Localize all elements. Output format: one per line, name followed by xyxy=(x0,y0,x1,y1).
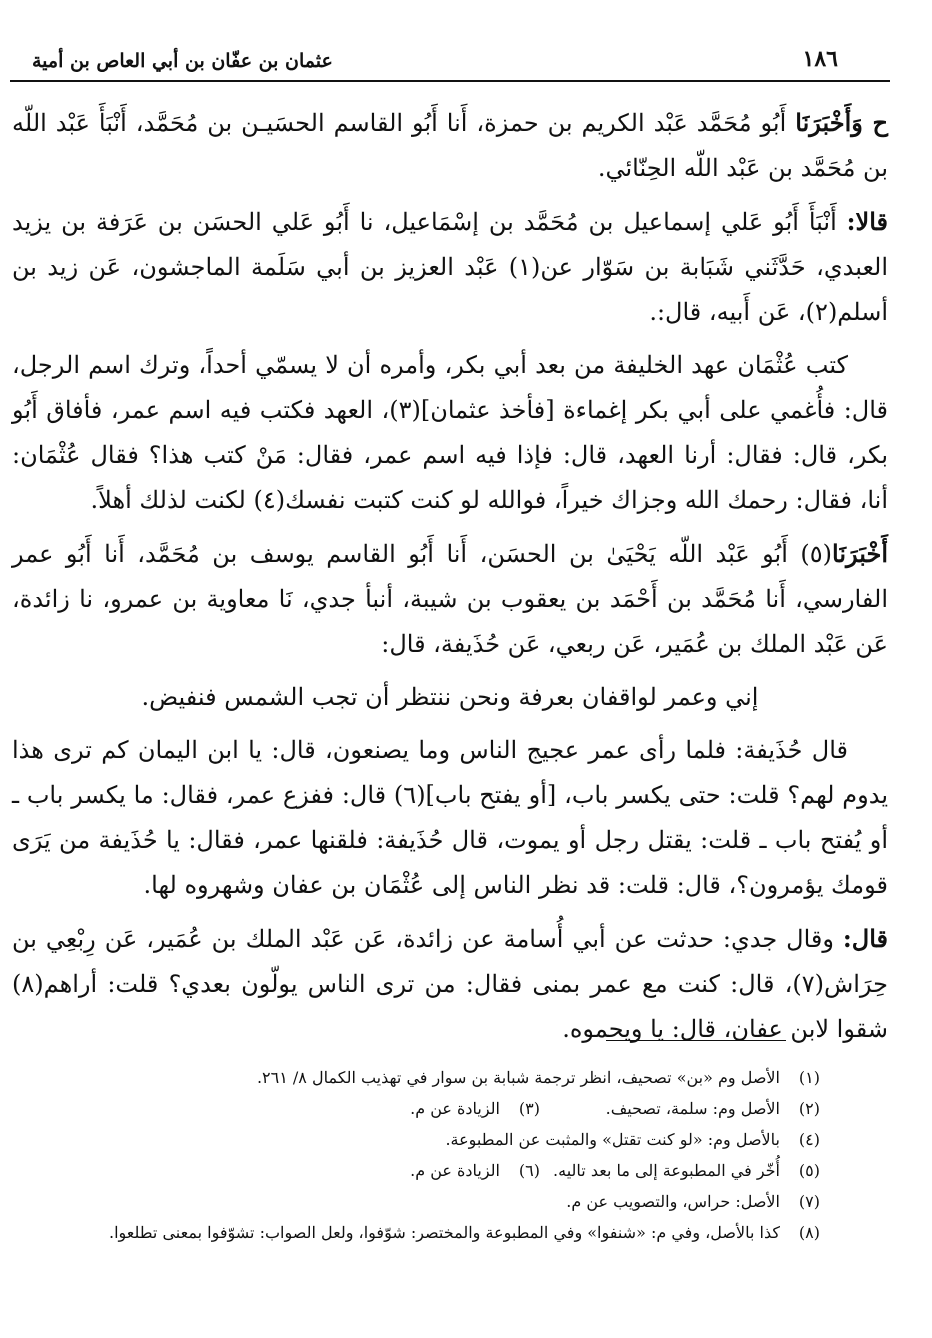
footnote-text: الأصل وم «بن» تصحيف، انظر ترجمة شبابة بن سوار في تهذيب الكمال ٨/ ٢٦١. xyxy=(256,1068,780,1087)
paragraph-4 xyxy=(12,531,888,667)
page-header xyxy=(10,44,890,82)
footnote-4 xyxy=(20,1124,820,1155)
footnote-2-3 xyxy=(20,1093,820,1124)
paragraph-7-keyword: قال: xyxy=(842,924,888,953)
paragraph-7 xyxy=(12,916,888,1052)
paragraph-4-keyword: أَخْبَرَنَا xyxy=(832,539,888,568)
footnote-text: الأصل: حراس، والتصويب عن م. xyxy=(566,1192,780,1211)
footnote-1 xyxy=(20,1062,820,1093)
footnote-text: كذا بالأصل، وفي م: «شنفوا» وفي المطبوعة والمختصر: شوّفوا، ولعل الصواب: تشوّفوا بمعنى تطلعوا. xyxy=(108,1223,780,1242)
footnote-text: أُخّر في المطبوعة إلى ما بعد تاليه. xyxy=(553,1161,780,1180)
paragraph-2 xyxy=(12,199,888,335)
paragraph-1-text: أَبُو مُحَمَّد عَبْد الكريم بن حمزة، أَنا أَبُو القاسم الحسَيـن بن مُحَمَّد، أَنْبَأَ عَبْد اللّه بن مُحَمَّد بن عَبْد اللّه الحِنّائي. xyxy=(12,109,888,182)
paragraph-2-keyword: قالا: xyxy=(846,207,888,236)
paragraph-7-text: وقال جدي: حدثت عن أبي أُسامة عن زائدة، عَن عَبْد الملك بن عُمَير، عَن رِبْعِي بن حِرَاش(٧)، قال: كنت مع عمر بمنى فقال: من ترى الناس يولّون بعدي؟ قلت: أراهم(٨) شقوا لابن عفان، قال: يا ويحموه. xyxy=(12,925,888,1043)
paragraph-5-quote: إني وعمر لواقفان بعرفة ونحن ننتظر أن تجب الشمس فنفيض. xyxy=(141,683,759,711)
page-number: ١٨٦ xyxy=(802,46,838,72)
footnote-text: الزيادة عن م. xyxy=(410,1099,500,1118)
footnotes xyxy=(20,1062,820,1248)
footnote-number: (٢) xyxy=(798,1099,820,1118)
main-text xyxy=(12,100,888,1060)
footnote-5-6 xyxy=(20,1155,820,1186)
footnote-number: (٦) xyxy=(518,1161,540,1180)
footnote-8 xyxy=(20,1217,820,1248)
footnote-divider xyxy=(606,1040,786,1041)
footnote-number: (٨) xyxy=(798,1223,820,1242)
footnote-number: (٧) xyxy=(798,1192,820,1211)
footnote-number: (٤) xyxy=(798,1130,820,1149)
paragraph-1-keyword: ح وَأَخْبَرَنَا xyxy=(795,108,889,137)
footnote-text: الزيادة عن م. xyxy=(410,1161,500,1180)
paragraph-6: قال حُذَيفة: فلما رأى عمر عجيج الناس وما يصنعون، قال: يا ابن اليمان كم ترى هذا يدوم لهم؟ قلت: حتى يكسر باب، [أو يفتح باب](٦) قال: ففزع عمر، فقال: ما يكسر باب ـ أو يُفتح باب ـ قلت: يقتل رجل أو يموت، قال حُذَيفة: فلقنها عمر، فقال: يا حُذَيفة من يَرَى قومك يؤمرون؟، قال: قلت: قد نظر الناس إلى عُثْمَان بن عفان وشهروه لها. xyxy=(12,736,888,899)
paragraph-4-text: (٥) أَبُو عَبْد اللّه يَحْيَىٰ بن الحسَن، أَنا أَبُو القاسم يوسف بن مُحَمَّد، أَنا أَبُو عمر الفارسي، أَنا مُحَمَّد بن أَحْمَد بن يعقوب بن شيبة، أنبأ جدي، نَا معاوية بن عمرو، نا زائدة، عَن عَبْد الملك بن عُمَير، عَن ربعي، عَن حُذَيفة، قال: xyxy=(12,540,888,658)
footnote-number: (١) xyxy=(798,1068,820,1087)
paragraph-3: كتب عُثْمَان عهد الخليفة من بعد أبي بكر، وأمره أن لا يسمّي أحداً، وترك اسم الرجل، قال: فأُغمي على أبي بكر إغماءة [فأخذ عثمان](٣)، العهد فكتب فيه اسم عمر، فأفاق أَبُو بكر، قال: فقال: أرنا العهد، قال: فإذا فيه اسم عمر، فقال: مَنْ كتب هذا؟ فقال عُثْمَان: أنا، فقال: رحمك الله وجزاك خيراً، فوالله لو كنت كتبت نفسك(٤) لكنت لذلك أهلاً. xyxy=(12,351,888,514)
footnote-text: بالأصل وم: «لو كنت تقتل» والمثبت عن المطبوعة. xyxy=(445,1130,780,1149)
footnote-7 xyxy=(20,1186,820,1217)
footnote-number: (٣) xyxy=(518,1099,540,1118)
paragraph-2-text: أَنْبَأَ أَبُو عَلي إسماعيل بن مُحَمَّد بن إسْمَاعيل، نا أَبُو عَلي الحسَن بن عَرَفة بن يزيد العبدي، حَدَّثَني شَبَابة بن سَوّار عن(١) عَبْد العزيز بن أبي سَلَمة الماجشون، عَن زيد بن أسلم(٢)، عَن أَبيه، قال:. xyxy=(12,208,889,326)
running-title: عثمان بن عفّان بن أبي العاص بن أمية xyxy=(32,50,333,72)
paragraph-1 xyxy=(12,100,888,191)
footnote-number: (٥) xyxy=(798,1161,820,1180)
footnote-text: الأصل وم: سلمة، تصحيف. xyxy=(605,1099,780,1118)
